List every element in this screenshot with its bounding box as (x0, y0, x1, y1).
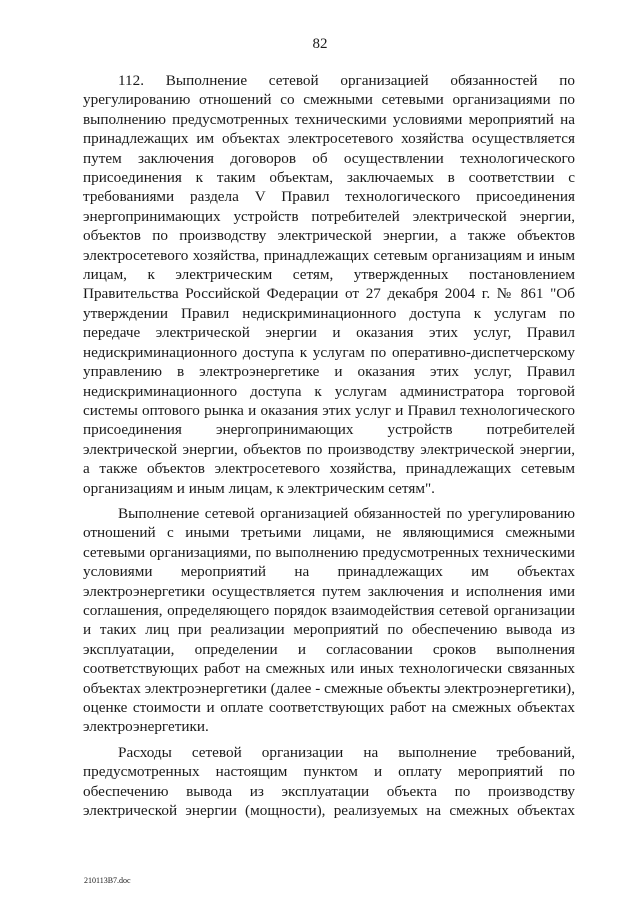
document-body (83, 71, 575, 820)
paragraph-expenses: Расходы сетевой организации на выполнение требований, предусмотренных настоящим пунктом и оплату мероприятий по обеспечению вывода из эксплуатации объекта по производству электрической энергии (мощности), реализуемых на смежных объектах (83, 743, 575, 820)
page-number: 82 (312, 36, 328, 52)
paragraph-item-112: 112. Выполнение сетевой организацией обязанностей по урегулированию отношений со смежными сетевыми организациями по выполнению предусмотренных техническими условиями мероприятий на принадлежащих им объектах электросетевого хозяйства осуществляется путем заключения договоров об осуществлении технологического присоединения к таким объектам, заключаемых в соответствии с требованиями раздела V Правил технологического присоединения энергопринимающих устройств потребителей электрической энергии, объектов по производству электрической энергии, а также объектов электросетевого хозяйства, принадлежащих сетевым организациям и иным лицам, к электрическим сетям, утвержденных постановлением Правительства Российской Федерации от 27 декабря 2004 г. № 861 "Об утверждении Правил недискриминационного доступа к услугам по передаче электрической энергии и оказания этих услуг, Правил недискриминационного доступа к услугам по оперативно-диспетчерскому управлению в электроэнергетике и оказания этих услуг, Правил недискриминационного доступа к услугам администратора торговой системы оптового рынка и оказания этих услуг и Правил технологического присоединения энергопринимающих устройств потребителей электрической энергии, объектов по производству электрической энергии, а также объектов электросетевого хозяйства, принадлежащих сетевым организациям и иным лицам, к электрическим сетям". (83, 72, 575, 497)
paragraph-third-parties: Выполнение сетевой организацией обязанностей по урегулированию отношений с иными третьими лицами, не являющимися смежными сетевыми организациями, по выполнению предусмотренных техническими условиями мероприятий на принадлежащих им объектах электроэнергетики осуществляется путем заключения и исполнения ими соглашения, определяющего порядок взаимодействия сетевой организации и таких лиц при реализации мероприятий по обеспечению вывода из эксплуатации, определении и согласовании сроков выполнения соответствующих работ на смежных или иных технологически связанных объектах электроэнергетики (далее - смежные объекты электроэнергетики), оценке стоимости и оплате соответствующих работ на смежных объектах электроэнергетики. (83, 504, 575, 736)
document-file-code: 210113В7.doc (84, 876, 131, 885)
